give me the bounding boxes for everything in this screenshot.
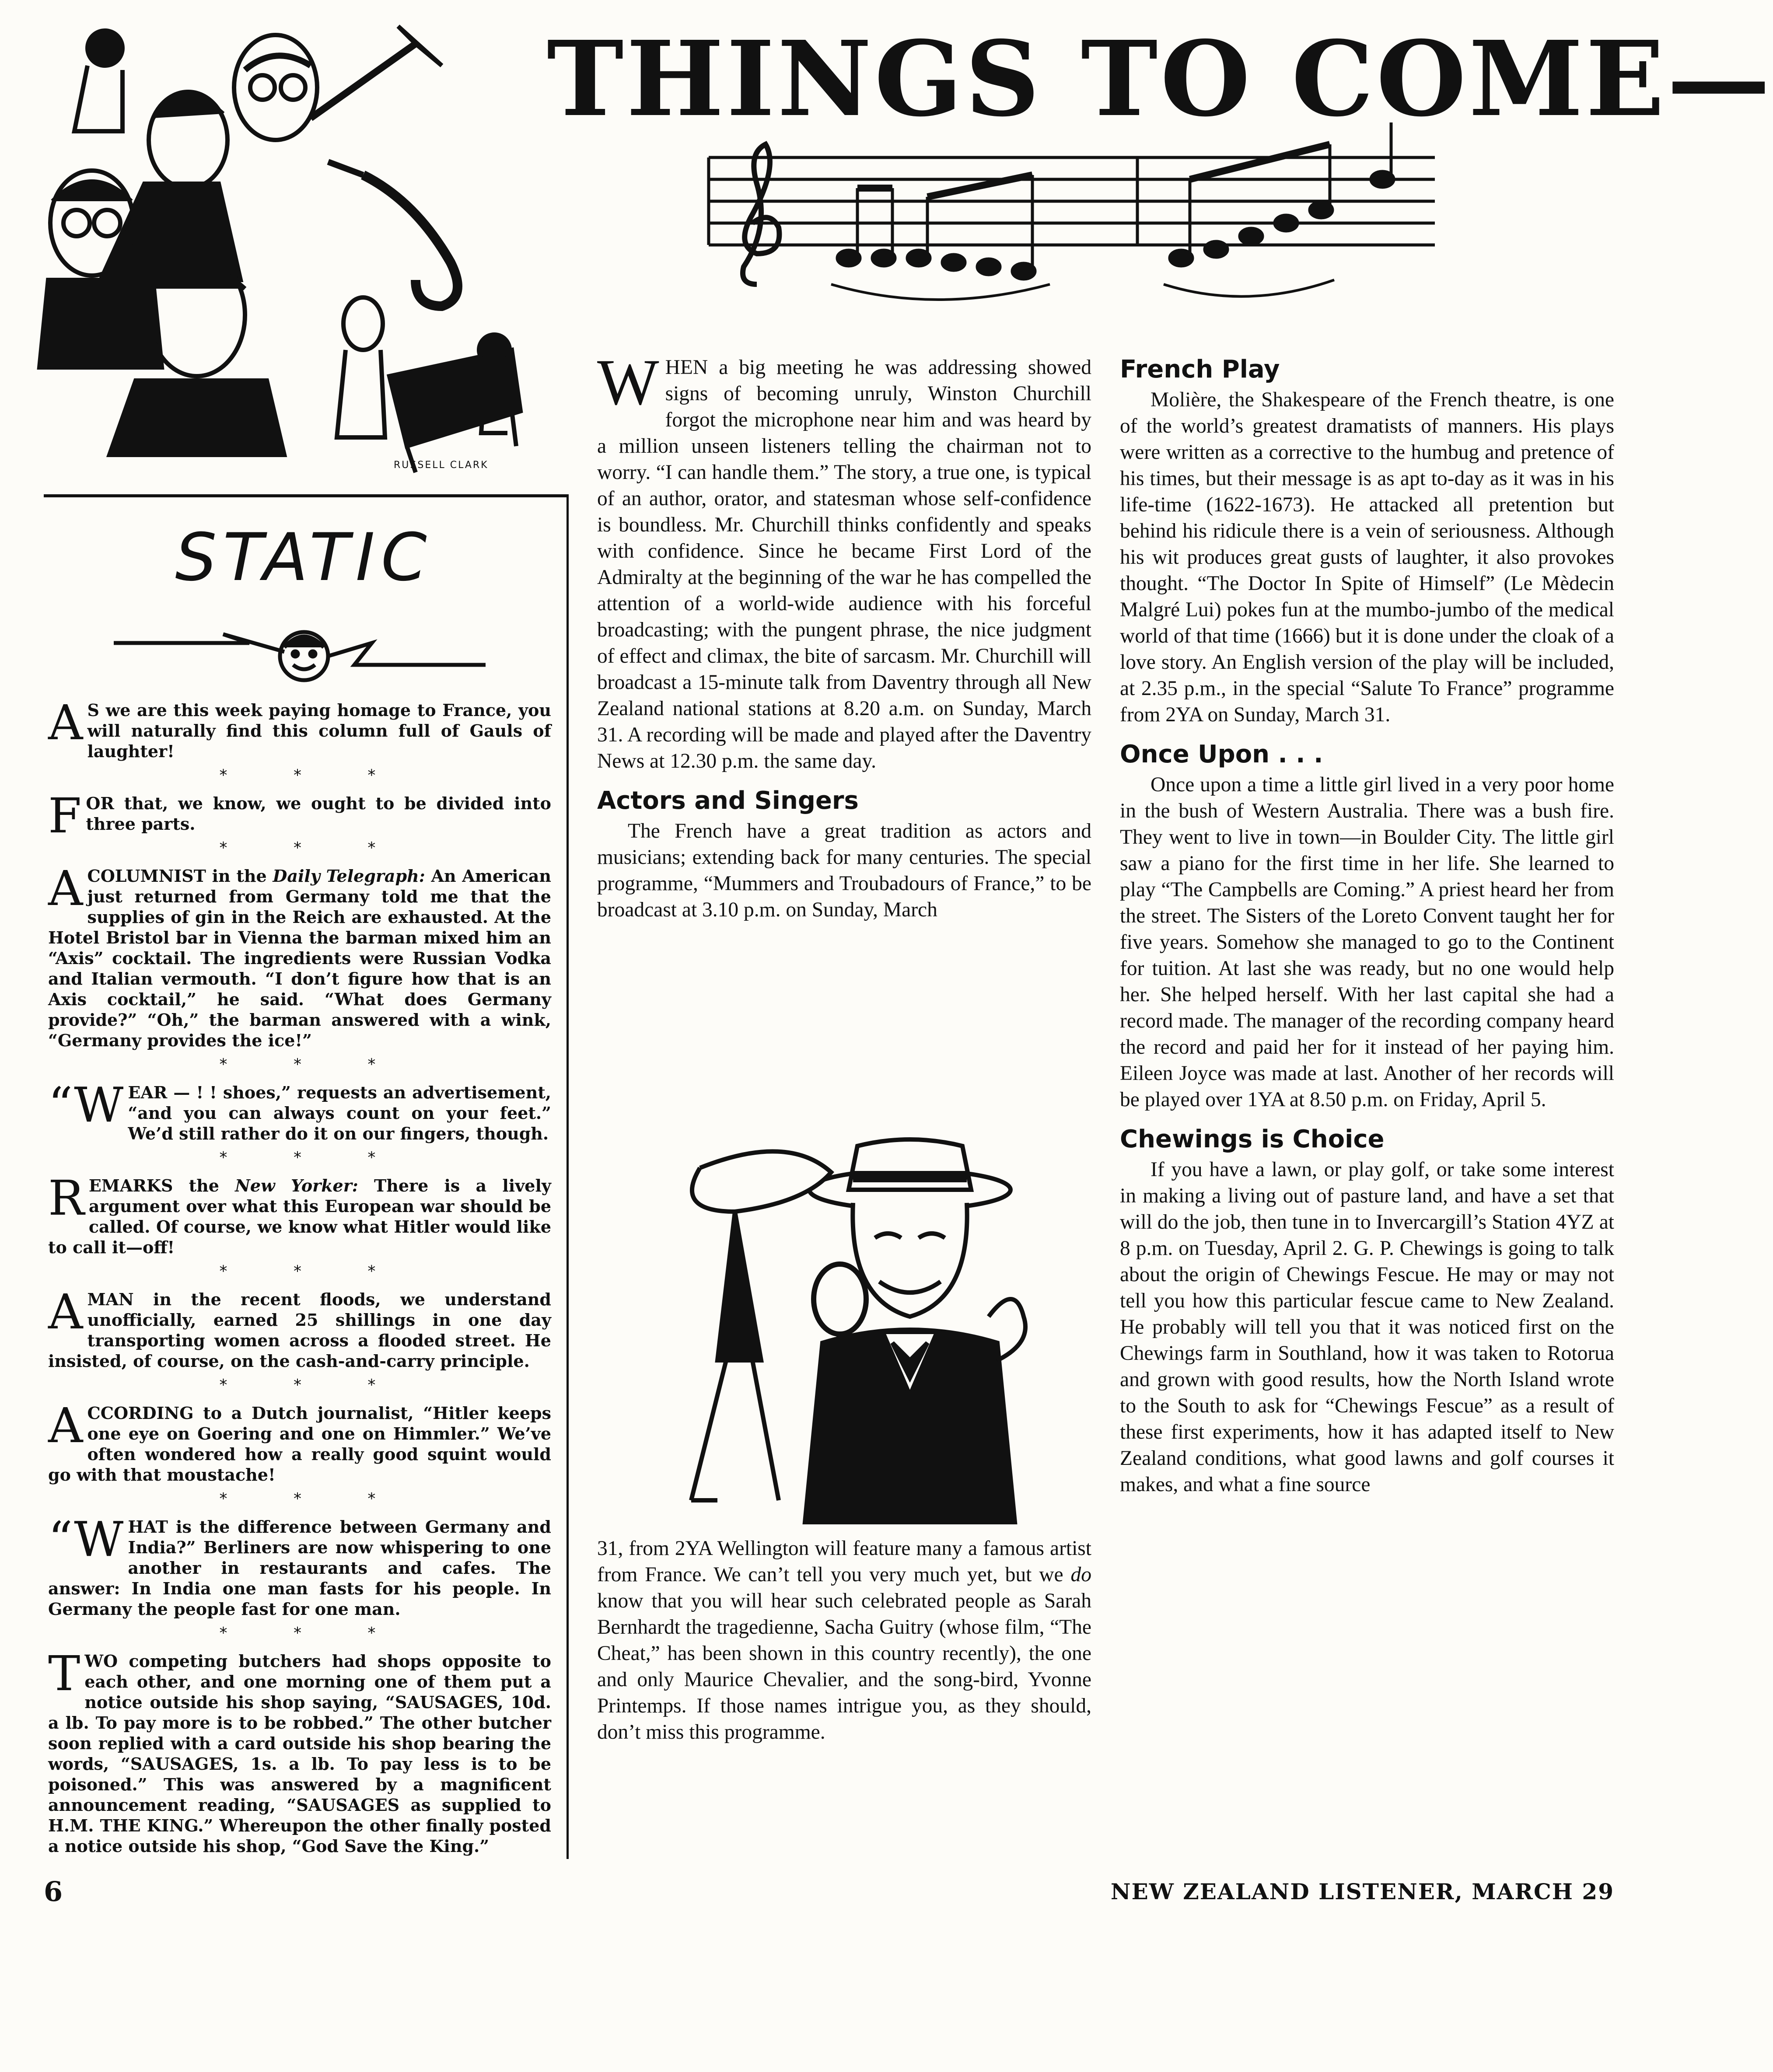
static-items	[48, 695, 551, 1860]
static-lightning-face-emblem	[109, 608, 490, 685]
static-item: ACCORDING to a Dutch journalist, “Hitler keeps one eye on Goering and one on Himmler.” We’ve often wondered how a really good squint would go with that moustache!	[48, 1398, 551, 1485]
static-item: A S we are this week paying homage to France, you will naturally find this column full of Gauls of laughter!	[48, 695, 551, 761]
static-item: A MAN in the recent floods, we understand unofficially, earned 25 shillings in one day transporting women across a flooded street. He insisted, of course, on the cash-and-carry principle.	[48, 1284, 551, 1371]
publication-footer: NEW ZEALAND LISTENER, MARCH 29	[1110, 1879, 1614, 1904]
heading-actors-and-singers: Actors and Singers	[597, 786, 859, 815]
right-column	[1120, 354, 1614, 1498]
separator-stars: * * *	[219, 1262, 406, 1280]
page-number: 6	[44, 1876, 63, 1908]
static-item: REMARKS the New Yorker: There is a lively argument over what this European war should be called. Of course, we know what Hitler would like to call it—off!	[48, 1170, 551, 1257]
separator-stars: * * *	[219, 766, 406, 784]
heading-chewings-is-choice: Chewings is Choice	[1120, 1125, 1385, 1153]
drop-cap: W	[597, 346, 659, 419]
separator-stars: * * *	[219, 1149, 406, 1167]
separator-stars: * * *	[219, 839, 406, 857]
illustration-signature: RUSSELL CLARK	[394, 460, 489, 471]
static-title: STATIC	[175, 520, 433, 596]
static-item: “W HAT is the difference between Germany and India?” Berliners are now whispering to one another in restaurants and cafes. The answer: In India one man fasts for his people. In Germany the people fast for one man.	[48, 1511, 551, 1619]
actors-continued-paragraph: 31, from 2YA Wellington will feature many a famous artist from France. We can’t tell you very much yet, but we do know that you will hear such celebrated people as Sarah Bernhardt the tragedienne, Sacha Guitry (whose film, “The Cheat,” has been shown in this country recently), the one and only Maurice Chevalier, and the song-bird, Yvonne Printemps. If those names intrigue you, as they should, don’t miss this programme.	[597, 1537, 1091, 1744]
static-item: FOR that, we know, we ought to be divided into three parts.	[48, 788, 551, 844]
separator-stars: * * *	[219, 1490, 406, 1508]
chewings-paragraph: If you have a lawn, or play golf, or take some interest in making a living out of pasture land, and have a set that will do the job, then tune in to Invercargill’s Station 4YZ at 8 p.m. on Tuesday, April 2. G. P. Chewings is going to talk about the origin of Chewings Fescue. He may or may not tell you how this particular fescue came to New Zealand. He probably will tell you that it was noticed first on the Chewings farm in Southland, how it was taken to Rotorua and grown with good results, how the North Island wrote to the South to ask for “Chewings Fescue” as a result of these first experiments, how it has adapted itself to New Zealand conditions, what good lawns and golf courses it makes, and what a fine source	[1120, 1158, 1614, 1496]
crooner-illustration	[604, 1115, 1089, 1522]
separator-stars: * * *	[219, 1055, 406, 1073]
static-item: A COLUMNIST in the Daily Telegraph: An American just returned from Germany told me that the supplies of gin in the Reich are exhausted. At the Hotel Bristol bar in Vienna the barman mixed him an “Axis” cocktail. The ingredients were Russian Vodka and Italian vermouth. “I don’t figure how that is an Axis cocktail,” he said. “What does Germany provide?” “Oh,” the barman answered with a wink, “Germany provides the ice!”	[48, 860, 551, 1050]
separator-stars: * * *	[219, 1624, 406, 1642]
actors-paragraph: The French have a great tradition as actors and musicians; extending back for many centuries. The special programme, “Mummers and Troubadours of France,” to be broadcast at 3.10 p.m. on Sunday, March	[597, 820, 1091, 921]
middle-column-bottom	[597, 1535, 1091, 1745]
middle-column-top	[597, 346, 1091, 923]
heading-french-play: French Play	[1120, 355, 1280, 384]
page-headline: THINGS TO COME—	[547, 18, 1773, 140]
music-staff-decoration	[700, 140, 1444, 324]
jazz-band-illustration	[22, 17, 529, 477]
churchill-paragraph: WHEN a big meeting he was addressing showed signs of becoming unruly, Winston Churchill forgot the microphone near him and was heard by a million unseen listeners telling the chairman not to worry. “I can handle them.” The story, a true one, is typical of an author, orator, and statesman whose self-confidence is boundless. Mr. Churchill thinks confidently and speaks with confidence. Since he became First Lord of the Admiralty at the beginning of the war he has compelled the attention of a world-wide audience with his forceful broadcasting; with the pungent phrase, the nice judgment of effect and climax, the bite of sarcasm. Mr. Churchill will broadcast a 15-minute talk from Daventry through all New Zealand national stations at 8.20 a.m. on Sunday, March 31. A recording will be made and played after the Daventry News at 12.30 p.m. the same day.	[597, 346, 1091, 772]
static-item: “W EAR — ! ! shoes,” requests an advertisement, “and you can always count on your feet.” We’d still rather do it on our fingers, though.	[48, 1077, 551, 1143]
separator-stars: * * *	[219, 1376, 406, 1394]
french-play-paragraph: Molière, the Shakespeare of the French theatre, is one of the world’s greatest dramatists of manners. His plays were written as a corrective to the humbug and pretence of his times, but their message is as apt to-day as it was in his life-time (1622-1673). He attacked all pretention but behind his ridicule there is a vein of seriousness. Although his wit produces great gusts of laughter, it also provokes thought. “The Doctor In Spite of Himself” (Le Mèdecin Malgré Lui) pokes fun at the mumbo-jumbo of the medical world of that time (1666) but it is done under the cloak of a love story. An English version of the play will be included, at 2.35 p.m., in the special “Salute To France” programme from 2YA on Sunday, March 31.	[1120, 388, 1614, 726]
once-upon-paragraph: Once upon a time a little girl lived in a very poor home in the bush of Western Australia. There was a bush fire. They went to live in town—in Boulder City. The little girl saw a piano for the first time in her life. She learned to play “The Campbells are Coming.” A priest heard her from the street. The Sisters of the Loreto Convent taught her for five years. Somehow she managed to go to the Continent for tuition. At last she was ready, but no one would help her. She helped herself. With her last capital she had a record made. The manager of the recording company heard the record and paid her for it instead of her paying him. Eileen Joyce was made at last. Another of her records will be played over 1YA at 8.50 p.m. on Friday, April 5.	[1120, 773, 1614, 1111]
heading-once-upon: Once Upon . . .	[1120, 740, 1323, 769]
static-item: TWO competing butchers had shops opposite to each other, and one morning one of them put a notice outside his shop saying, “SAUSAGES, 10d. a lb. To pay more is to be robbed.” The other butcher soon replied with a card outside his shop bearing the words, “SAUSAGES, 1s. a lb. To pay less is to be poisoned.” This was answered by a magnificent announcement reading, “SAUSAGES as supplied to H.M. THE KING.” Whereupon the other finally posted a notice outside his shop, “God Save the King.”	[48, 1646, 551, 1856]
